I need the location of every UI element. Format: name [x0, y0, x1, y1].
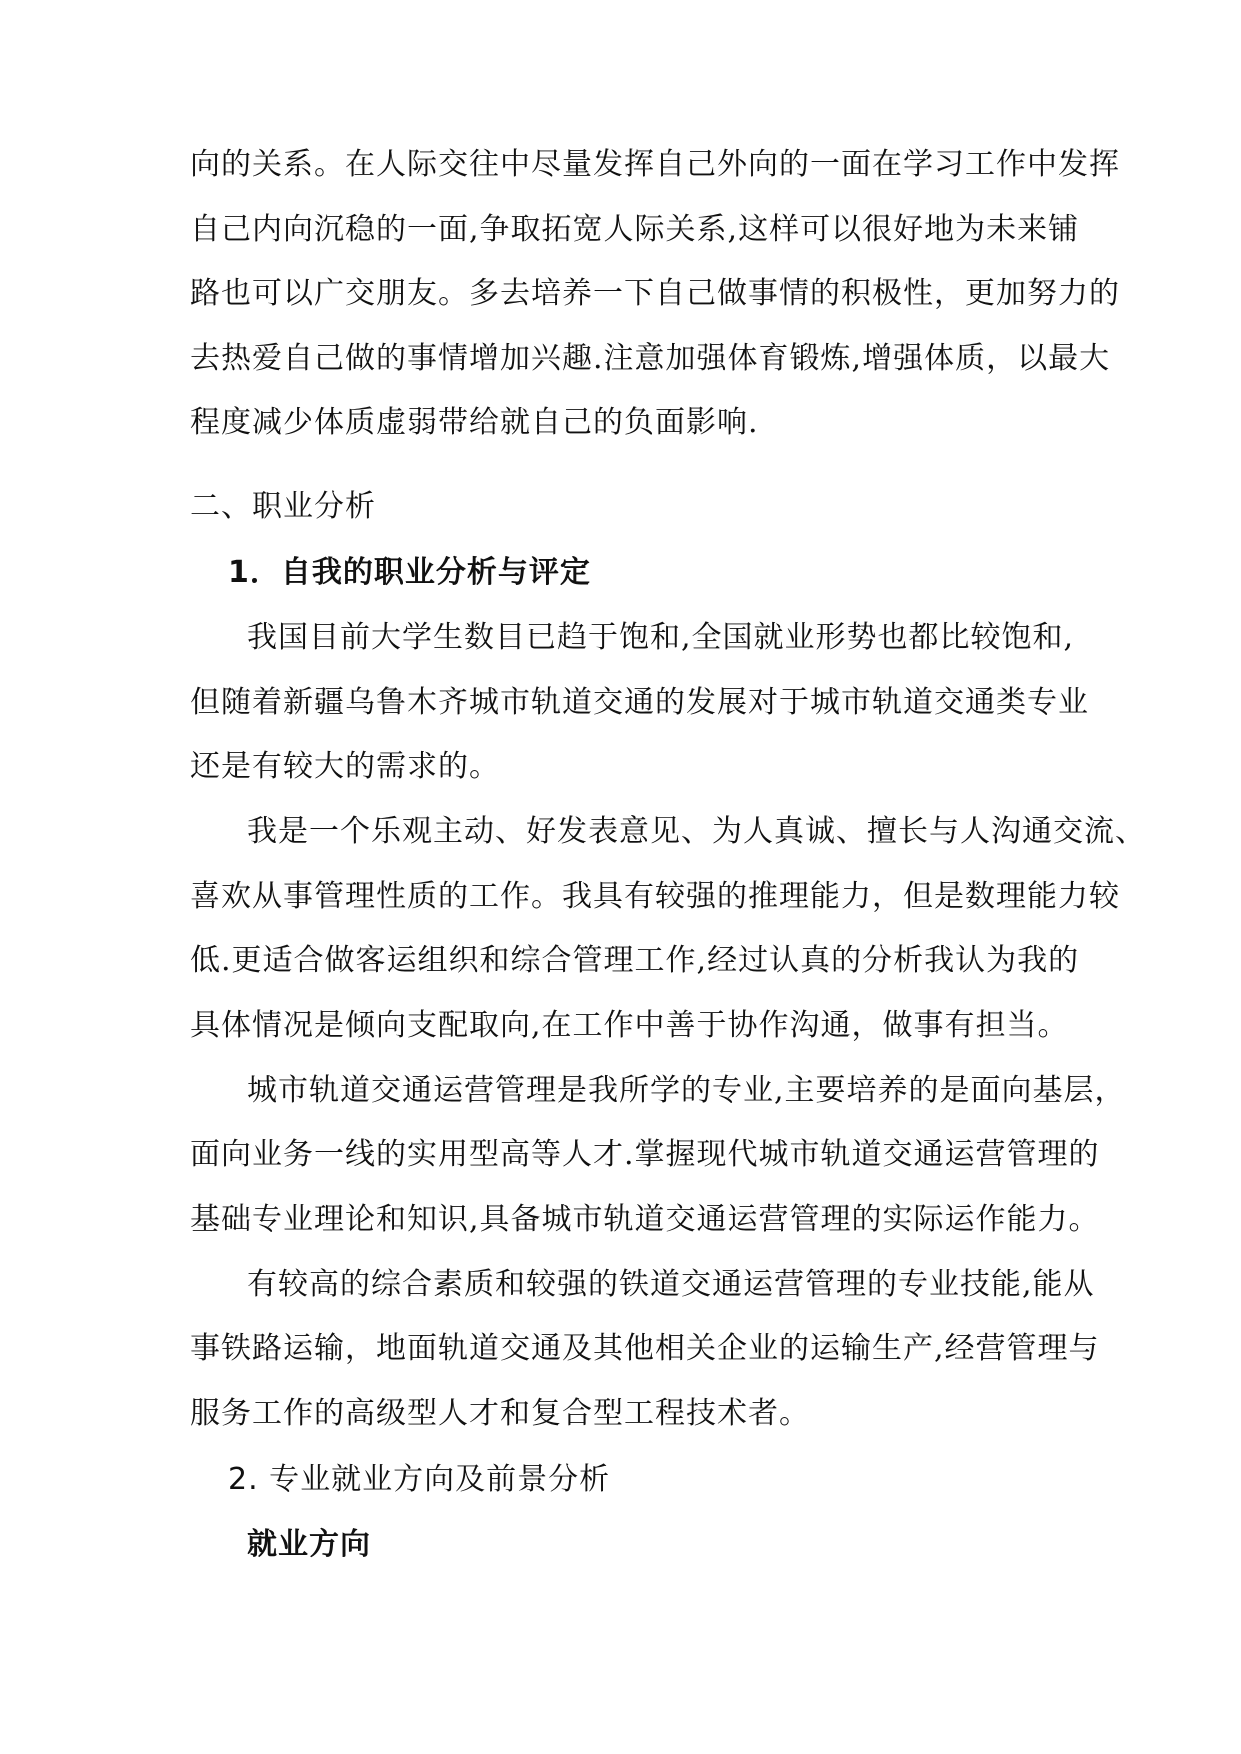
paragraph-line: 向的关系。在人际交往中尽量发挥自己外向的一面在学习工作中发挥	[190, 147, 1120, 182]
paragraph-line: 自己内向沉稳的一面,争取拓宽人际关系,这样可以很好地为未来铺	[190, 212, 1080, 247]
paragraph-line: 我国目前大学生数目已趋于饱和,全国就业形势也都比较饱和,	[247, 620, 1075, 655]
paragraph-line: 有较高的综合素质和较强的铁道交通运营管理的专业技能,能从	[247, 1267, 1095, 1302]
paragraph-line: 还是有较大的需求的。	[190, 749, 500, 784]
paragraph-line: 基础专业理论和知识,具备城市轨道交通运营管理的实际运作能力。	[190, 1202, 1100, 1237]
paragraph-line: 去热爱自己做的事情增加兴趣.注意加强体育锻炼,增强体质，以最大	[190, 341, 1111, 376]
section-heading: 二、职业分析	[190, 489, 376, 524]
paragraph-line: 城市轨道交通运营管理是我所学的专业,主要培养的是面向基层，	[247, 1073, 1126, 1108]
paragraph-line: 程度减少体质虚弱带给就自己的负面影响.	[190, 405, 759, 440]
paragraph-line: 服务工作的高级型人才和复合型工程技术者。	[190, 1396, 810, 1431]
subheading: 就业方向	[247, 1527, 371, 1562]
paragraph-line: 具体情况是倾向支配取向,在工作中善于协作沟通，做事有担当。	[190, 1008, 1069, 1043]
paragraph-line: 我是一个乐观主动、好发表意见、为人真诚、擅长与人沟通交流、	[247, 814, 1146, 849]
paragraph-line: 但随着新疆乌鲁木齐城市轨道交通的发展对于城市轨道交通类专业	[190, 685, 1089, 720]
paragraph-line: 事铁路运输，地面轨道交通及其他相关企业的运输生产,经营管理与	[190, 1331, 1100, 1366]
paragraph-line: 喜欢从事管理性质的工作。我具有较强的推理能力，但是数理能力较	[190, 879, 1120, 914]
paragraph-line: 路也可以广交朋友。多去培养一下自己做事情的积极性，更加努力的	[190, 276, 1120, 311]
paragraph-line: 低.更适合做客运组织和综合管理工作,经过认真的分析我认为我的	[190, 943, 1080, 978]
paragraph-line: 面向业务一线的实用型高等人才.掌握现代城市轨道交通运营管理的	[190, 1137, 1100, 1172]
subsection-heading: 2. 专业就业方向及前景分析	[228, 1462, 611, 1497]
subsection-heading: 1．自我的职业分析与评定	[228, 555, 591, 590]
